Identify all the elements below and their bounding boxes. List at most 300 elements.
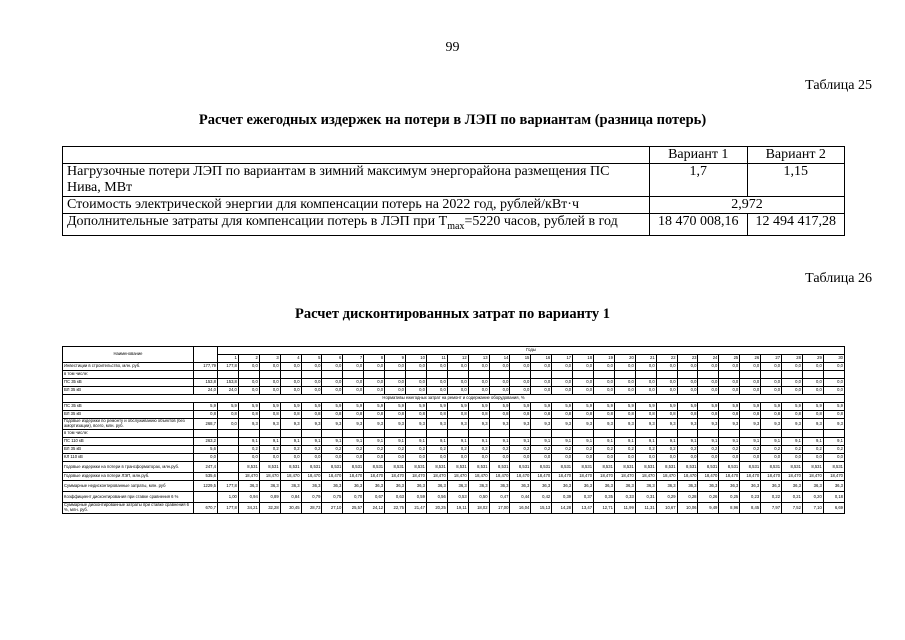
year-cell: 18,470 xyxy=(614,473,635,481)
year-cell: 36,3 xyxy=(489,481,510,492)
year-cell: 9,1 xyxy=(259,438,280,446)
year-cell: 5,9 xyxy=(259,403,280,411)
row-total xyxy=(194,492,218,503)
year-cell: 0,0 xyxy=(656,363,677,371)
year-cell: 0,0 xyxy=(552,379,573,387)
row-name: в том числе: xyxy=(63,430,194,438)
year-header-cell: 20 xyxy=(614,355,635,363)
year-cell: 0,0 xyxy=(510,387,531,395)
year-cell: 177,8 xyxy=(218,363,239,371)
year-cell: 0,0 xyxy=(614,379,635,387)
year-cell: 0,75 xyxy=(322,492,343,503)
year-cell: 32,28 xyxy=(259,503,280,514)
year-cell: 0,29 xyxy=(656,492,677,503)
year-cell: 36,3 xyxy=(614,481,635,492)
row-name: ПС 35 кВ xyxy=(63,403,194,411)
year-cell: 9,3 xyxy=(468,419,489,430)
year-cell: 0,0 xyxy=(823,379,844,387)
year-cell: 0,2 xyxy=(489,446,510,454)
year-cell: 0,0 xyxy=(343,387,364,395)
year-cell: 18,470 xyxy=(343,473,364,481)
year-header-cell: 8 xyxy=(364,355,385,363)
year-cell: 0,8 xyxy=(426,411,447,419)
year-cell: 8,531 xyxy=(343,462,364,473)
year-cell xyxy=(719,430,740,438)
year-cell: 36,3 xyxy=(280,481,301,492)
year-cell xyxy=(552,371,573,379)
year-cell xyxy=(218,371,239,379)
row-name: Годовые издержки по ремонту и обслуживанию объектов (без амортизации), всего, млн. руб. xyxy=(63,419,194,430)
row-total: 0,0 xyxy=(194,454,218,462)
year-cell: 18,470 xyxy=(698,473,719,481)
year-cell: 0,33 xyxy=(614,492,635,503)
year-cell: 5,9 xyxy=(280,403,301,411)
year-cell: 0,0 xyxy=(447,387,468,395)
year-cell xyxy=(447,430,468,438)
year-cell: 18,470 xyxy=(364,473,385,481)
year-cell: 0,0 xyxy=(406,387,427,395)
year-cell: 5,9 xyxy=(656,403,677,411)
year-header-cell: 1 xyxy=(218,355,239,363)
year-cell: 0,0 xyxy=(719,363,740,371)
year-cell: 0,0 xyxy=(698,454,719,462)
year-cell: 0,0 xyxy=(280,379,301,387)
year-cell: 9,1 xyxy=(719,438,740,446)
year-cell: 8,531 xyxy=(301,462,322,473)
year-cell: 0,2 xyxy=(761,446,782,454)
table-26-header-total xyxy=(194,347,218,363)
year-cell: 36,3 xyxy=(719,481,740,492)
year-cell: 5,9 xyxy=(426,403,447,411)
year-cell: 36,3 xyxy=(698,481,719,492)
year-cell: 0,8 xyxy=(802,411,823,419)
year-cell: 8,531 xyxy=(782,462,803,473)
year-cell: 0,2 xyxy=(823,446,844,454)
year-cell: 8,96 xyxy=(719,503,740,514)
year-cell: 0,8 xyxy=(301,411,322,419)
year-cell: 0,0 xyxy=(677,454,698,462)
year-header-cell: 15 xyxy=(510,355,531,363)
year-cell: 9,1 xyxy=(447,438,468,446)
year-header-cell: 16 xyxy=(531,355,552,363)
year-cell: 9,3 xyxy=(573,419,594,430)
year-cell: 5,9 xyxy=(510,403,531,411)
year-cell: 9,1 xyxy=(740,438,761,446)
year-cell: 18,470 xyxy=(447,473,468,481)
year-cell: 0,0 xyxy=(510,363,531,371)
year-cell xyxy=(238,430,259,438)
year-cell: 18,470 xyxy=(823,473,844,481)
year-cell: 5,9 xyxy=(447,403,468,411)
year-cell: 18,470 xyxy=(573,473,594,481)
year-cell: 0,0 xyxy=(301,363,322,371)
year-cell xyxy=(259,430,280,438)
year-cell xyxy=(761,430,782,438)
row-name: в том числе: xyxy=(63,371,194,379)
year-cell: 5,9 xyxy=(364,403,385,411)
year-cell: 0,8 xyxy=(635,411,656,419)
year-cell: 0,8 xyxy=(761,411,782,419)
year-cell: 0,0 xyxy=(740,387,761,395)
year-cell: 0,0 xyxy=(782,454,803,462)
year-cell xyxy=(301,430,322,438)
year-cell: 0,8 xyxy=(259,411,280,419)
year-cell: 18,470 xyxy=(719,473,740,481)
year-cell: 0,0 xyxy=(531,379,552,387)
year-cell: 7,52 xyxy=(782,503,803,514)
table-26-row xyxy=(63,419,845,430)
year-cell: 8,531 xyxy=(552,462,573,473)
year-cell: 0,56 xyxy=(426,492,447,503)
year-cell: 0,79 xyxy=(301,492,322,503)
year-cell: 0,0 xyxy=(782,363,803,371)
year-cell: 0,0 xyxy=(573,454,594,462)
year-cell: 0,8 xyxy=(468,411,489,419)
year-cell: 9,1 xyxy=(280,438,301,446)
year-cell: 0,70 xyxy=(343,492,364,503)
row-total: 153,8 xyxy=(194,379,218,387)
year-cell: 13,47 xyxy=(573,503,594,514)
year-cell xyxy=(447,371,468,379)
year-header-cell: 25 xyxy=(719,355,740,363)
row-name: Инвестиции в строительство, млн. руб. xyxy=(63,363,194,371)
table-25-merged-cell: 2,972 xyxy=(650,197,845,214)
table-26-row xyxy=(63,492,845,503)
table-25-row-label: Нагрузочные потери ЛЭП по вариантам в зимний максимум энергорайона размещения ПС Нива, МВт xyxy=(63,164,650,197)
year-cell: 0,0 xyxy=(573,387,594,395)
year-cell xyxy=(280,430,301,438)
year-header-cell: 9 xyxy=(385,355,406,363)
year-cell xyxy=(635,430,656,438)
year-cell: 0,0 xyxy=(489,387,510,395)
row-total: 0,8 xyxy=(194,411,218,419)
year-cell: 5,9 xyxy=(218,403,239,411)
year-cell: 9,1 xyxy=(364,438,385,446)
year-cell: 0,8 xyxy=(573,411,594,419)
row-total: 247,4 xyxy=(194,462,218,473)
row-name: ВЛ 35 кВ xyxy=(63,411,194,419)
year-cell: 18,470 xyxy=(677,473,698,481)
year-cell xyxy=(468,430,489,438)
year-cell: 36,3 xyxy=(468,481,489,492)
year-cell: 18,470 xyxy=(656,473,677,481)
year-cell: 0,2 xyxy=(573,446,594,454)
year-header-cell: 21 xyxy=(635,355,656,363)
year-cell xyxy=(259,371,280,379)
row-name: КЛ 110 кВ xyxy=(63,454,194,462)
year-cell: 0,8 xyxy=(447,411,468,419)
year-cell: 12,71 xyxy=(594,503,615,514)
year-cell: 0,0 xyxy=(238,363,259,371)
table-25-cell: 1,15 xyxy=(747,164,845,197)
year-cell: 36,3 xyxy=(322,481,343,492)
year-cell: 0,0 xyxy=(301,379,322,387)
year-cell: 0,18 xyxy=(823,492,844,503)
year-cell: 0,0 xyxy=(635,454,656,462)
table-26-row xyxy=(63,438,845,446)
table-25-header-row xyxy=(63,147,845,164)
year-cell xyxy=(823,371,844,379)
row-total: 5,9 xyxy=(194,403,218,411)
year-cell: 8,531 xyxy=(322,462,343,473)
year-cell: 8,531 xyxy=(531,462,552,473)
year-cell: 0,8 xyxy=(594,411,615,419)
year-cell: 8,531 xyxy=(259,462,280,473)
row-total: 670,7 xyxy=(194,503,218,514)
year-header-cell: 13 xyxy=(468,355,489,363)
table-26-header-name: Наименование xyxy=(63,347,194,363)
table-26-row xyxy=(63,481,845,492)
year-cell: 0,0 xyxy=(406,454,427,462)
year-cell: 0,0 xyxy=(406,379,427,387)
year-cell: 9,1 xyxy=(823,438,844,446)
row-name: Суммарные недисконтированные затраты, млн. руб xyxy=(63,481,194,492)
year-cell: 0,0 xyxy=(468,379,489,387)
year-cell: 0,0 xyxy=(364,379,385,387)
table-25-caption: Таблица 25 xyxy=(805,78,872,93)
year-header-cell: 11 xyxy=(426,355,447,363)
table-25-row-label: Стоимость электрической энергии для компенсации потерь на 2022 год, рублей/кВт·ч xyxy=(63,197,650,214)
year-cell: 0,22 xyxy=(761,492,782,503)
year-cell: 5,9 xyxy=(698,403,719,411)
year-cell: 5,9 xyxy=(238,403,259,411)
label-text: =5220 часов, рублей в год xyxy=(464,214,618,229)
row-name: Суммарные дисконтированные затраты при ставке сравнения 6 %, млн. руб. xyxy=(63,503,194,514)
year-cell xyxy=(218,473,239,481)
year-cell xyxy=(343,430,364,438)
year-cell xyxy=(552,430,573,438)
year-header-cell: 19 xyxy=(594,355,615,363)
year-cell: 0,0 xyxy=(594,454,615,462)
year-cell: 9,3 xyxy=(761,419,782,430)
year-cell: 0,0 xyxy=(594,363,615,371)
year-cell: 0,8 xyxy=(343,411,364,419)
year-cell: 18,470 xyxy=(802,473,823,481)
year-cell xyxy=(740,430,761,438)
year-cell: 0,0 xyxy=(301,387,322,395)
year-cell: 0,84 xyxy=(280,492,301,503)
year-cell: 21,47 xyxy=(406,503,427,514)
year-cell xyxy=(510,371,531,379)
year-header-cell: 23 xyxy=(677,355,698,363)
year-cell: 36,3 xyxy=(740,481,761,492)
year-cell xyxy=(782,430,803,438)
year-cell: 0,0 xyxy=(740,363,761,371)
year-cell: 0,0 xyxy=(698,379,719,387)
table-25-row-extra-cost xyxy=(63,214,845,236)
year-cell: 0,0 xyxy=(698,387,719,395)
year-cell: 8,531 xyxy=(280,462,301,473)
year-cell: 0,0 xyxy=(447,454,468,462)
year-cell: 8,531 xyxy=(468,462,489,473)
year-cell xyxy=(761,371,782,379)
year-cell: 8,531 xyxy=(406,462,427,473)
year-cell xyxy=(677,430,698,438)
year-cell: 0,2 xyxy=(259,446,280,454)
year-cell: 18,470 xyxy=(635,473,656,481)
table-25-row-energy-cost xyxy=(63,197,845,214)
year-cell: 5,9 xyxy=(594,403,615,411)
year-cell: 0,0 xyxy=(238,379,259,387)
table-25-col-variant-1: Вариант 1 xyxy=(650,147,748,164)
year-cell: 0,0 xyxy=(823,454,844,462)
year-cell: 0,2 xyxy=(594,446,615,454)
year-cell: 0,8 xyxy=(677,411,698,419)
year-cell xyxy=(510,430,531,438)
year-cell: 5,9 xyxy=(343,403,364,411)
year-cell: 0,0 xyxy=(447,363,468,371)
year-header-cell: 3 xyxy=(259,355,280,363)
year-cell: 18,470 xyxy=(468,473,489,481)
table-25-title: Расчет ежегодных издержек на потери в ЛЭП по вариантам (разница потерь) xyxy=(198,112,707,128)
table-26-row xyxy=(63,363,845,371)
year-cell: 18,470 xyxy=(594,473,615,481)
year-cell: 0,0 xyxy=(385,379,406,387)
year-cell: 9,3 xyxy=(677,419,698,430)
year-cell xyxy=(468,371,489,379)
year-cell: 0,0 xyxy=(364,387,385,395)
year-cell: 0,23 xyxy=(740,492,761,503)
year-cell: 18,470 xyxy=(259,473,280,481)
year-cell: 0,0 xyxy=(426,363,447,371)
year-cell: 0,8 xyxy=(385,411,406,419)
year-cell: 36,3 xyxy=(301,481,322,492)
row-name: ПС 35 кВ xyxy=(63,379,194,387)
year-cell: 18,02 xyxy=(468,503,489,514)
year-cell: 0,0 xyxy=(635,379,656,387)
year-cell: 9,3 xyxy=(259,419,280,430)
year-cell: 0,0 xyxy=(238,454,259,462)
year-cell: 8,531 xyxy=(698,462,719,473)
year-cell xyxy=(385,430,406,438)
year-cell: 0,0 xyxy=(677,379,698,387)
year-cell: 0,0 xyxy=(614,454,635,462)
year-cell: 8,531 xyxy=(385,462,406,473)
year-cell: 9,1 xyxy=(802,438,823,446)
row-name: Годовые издержки на потери в трансформаторах, млн.руб. xyxy=(63,462,194,473)
year-cell: 0,0 xyxy=(635,387,656,395)
year-cell: 0,0 xyxy=(238,387,259,395)
year-cell: 5,9 xyxy=(468,403,489,411)
year-header-cell: 10 xyxy=(406,355,427,363)
year-header-cell: 28 xyxy=(782,355,803,363)
year-cell: 9,3 xyxy=(823,419,844,430)
table-25-header-blank xyxy=(63,147,650,164)
year-cell: 0,0 xyxy=(761,387,782,395)
year-cell: 7,97 xyxy=(761,503,782,514)
year-cell: 0,0 xyxy=(218,419,239,430)
year-cell: 0,0 xyxy=(468,363,489,371)
year-cell: 5,9 xyxy=(531,403,552,411)
year-cell: 11,31 xyxy=(635,503,656,514)
year-cell: 0,8 xyxy=(782,411,803,419)
year-cell: 0,0 xyxy=(322,387,343,395)
year-cell: 36,3 xyxy=(656,481,677,492)
year-cell: 0,8 xyxy=(406,411,427,419)
year-cell: 0,0 xyxy=(259,387,280,395)
year-cell xyxy=(823,430,844,438)
year-cell: 17,00 xyxy=(489,503,510,514)
year-cell xyxy=(218,430,239,438)
year-cell xyxy=(322,430,343,438)
year-cell: 9,3 xyxy=(238,419,259,430)
year-cell: 9,1 xyxy=(301,438,322,446)
year-cell: 0,0 xyxy=(531,387,552,395)
year-cell: 0,0 xyxy=(426,379,447,387)
year-cell: 0,2 xyxy=(740,446,761,454)
year-cell: 8,531 xyxy=(719,462,740,473)
year-cell: 0,0 xyxy=(385,454,406,462)
year-cell xyxy=(531,430,552,438)
year-cell: 0,8 xyxy=(531,411,552,419)
year-cell: 0,0 xyxy=(761,363,782,371)
year-cell: 30,45 xyxy=(280,503,301,514)
table-26-row xyxy=(63,379,845,387)
year-cell xyxy=(594,371,615,379)
year-cell: 0,8 xyxy=(364,411,385,419)
year-cell: 5,9 xyxy=(614,403,635,411)
year-cell: 9,3 xyxy=(614,419,635,430)
row-name: ПС 110 кВ xyxy=(63,438,194,446)
year-cell: 9,3 xyxy=(698,419,719,430)
year-cell: 0,0 xyxy=(802,454,823,462)
year-cell: 0,0 xyxy=(301,454,322,462)
year-cell: 0,0 xyxy=(719,379,740,387)
table-26-row xyxy=(63,473,845,481)
table-26-row xyxy=(63,411,845,419)
year-cell: 0,8 xyxy=(823,411,844,419)
year-cell: 5,9 xyxy=(719,403,740,411)
year-cell: 36,3 xyxy=(426,481,447,492)
year-cell: 18,470 xyxy=(322,473,343,481)
page-number: 99 xyxy=(445,40,460,55)
year-cell: 0,2 xyxy=(343,446,364,454)
year-cell: 0,2 xyxy=(364,446,385,454)
table-26-row xyxy=(63,371,845,379)
label-subscript: max xyxy=(447,220,465,232)
year-cell: 0,2 xyxy=(385,446,406,454)
year-cell: 9,1 xyxy=(238,438,259,446)
row-name: Годовые издержки на потери ЛЭП, млн.руб. xyxy=(63,473,194,481)
year-cell: 0,0 xyxy=(259,363,280,371)
year-cell: 0,2 xyxy=(301,446,322,454)
table-26-row xyxy=(63,454,845,462)
year-cell: 0,0 xyxy=(280,363,301,371)
year-cell xyxy=(802,371,823,379)
year-cell: 0,0 xyxy=(259,454,280,462)
year-cell xyxy=(656,371,677,379)
year-cell: 20,25 xyxy=(426,503,447,514)
year-cell: 0,0 xyxy=(552,454,573,462)
year-cell xyxy=(698,371,719,379)
section-heading: Нормативы ежегодных затрат на ремонт и содержание оборудования, % xyxy=(63,395,845,403)
year-cell xyxy=(614,430,635,438)
year-cell xyxy=(656,430,677,438)
year-cell: 9,1 xyxy=(406,438,427,446)
year-cell: 36,3 xyxy=(510,481,531,492)
year-cell: 11,99 xyxy=(614,503,635,514)
year-cell: 0,0 xyxy=(322,454,343,462)
year-cell xyxy=(406,430,427,438)
year-cell xyxy=(426,430,447,438)
table-26-row xyxy=(63,462,845,473)
year-cell: 9,3 xyxy=(594,419,615,430)
year-cell: 0,0 xyxy=(614,387,635,395)
year-cell: 9,1 xyxy=(698,438,719,446)
year-cell: 0,0 xyxy=(552,363,573,371)
table-25 xyxy=(62,146,845,236)
year-cell: 9,3 xyxy=(552,419,573,430)
